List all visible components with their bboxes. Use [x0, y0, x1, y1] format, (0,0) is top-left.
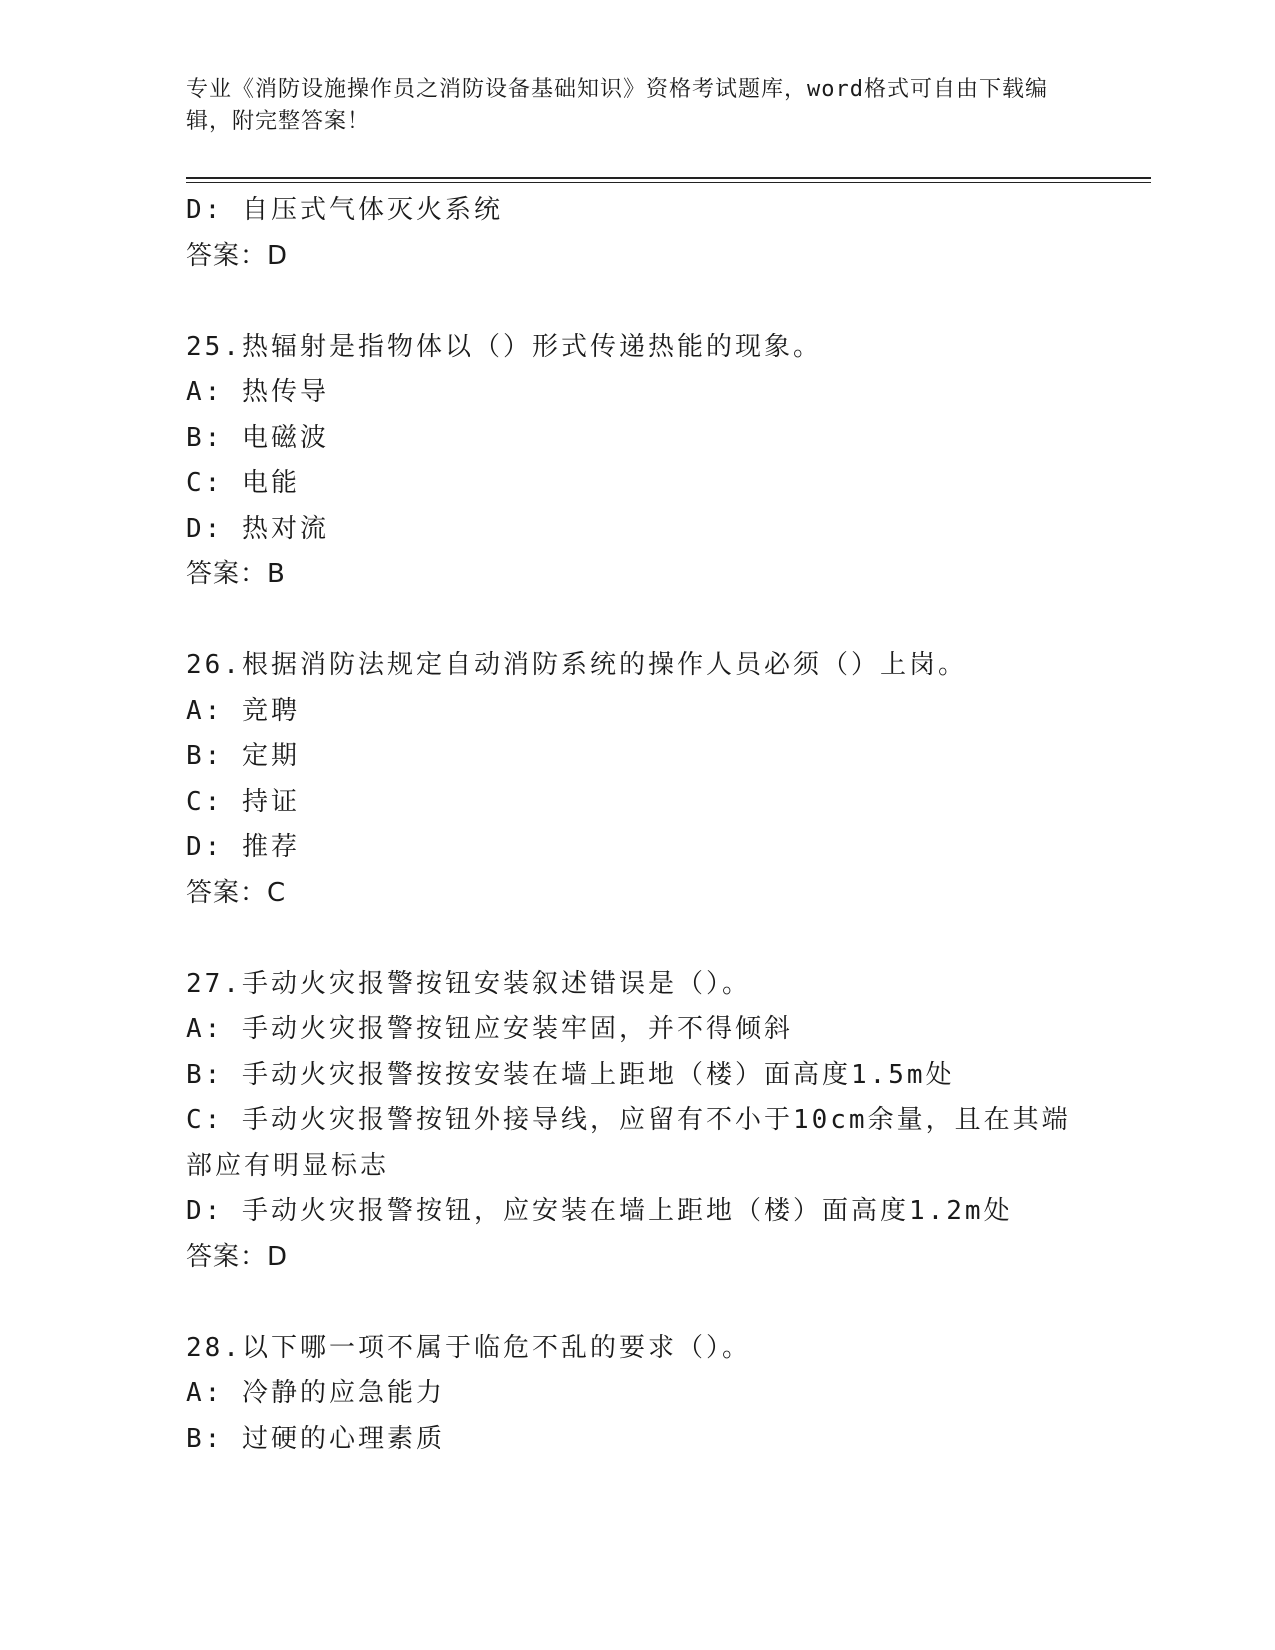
spacer	[186, 916, 1086, 962]
option-c: C: 持证	[186, 786, 300, 817]
option-b: B: 定期	[186, 741, 300, 771]
answer: 答案：D	[186, 1241, 289, 1272]
answer: 答案：B	[186, 559, 286, 589]
question-content	[186, 188, 1086, 1462]
spacer	[186, 279, 1086, 325]
option-a: A: 热传导	[186, 377, 329, 407]
option-d: D: 手动火灾报警按钮，应安装在墙上距地（楼）面高度1.2m处	[186, 1196, 1013, 1226]
option-b: B: 电磁波	[186, 422, 329, 453]
spacer	[186, 1280, 1086, 1326]
answer: 答案：C	[186, 877, 287, 908]
option-d: D: 推荐	[186, 832, 300, 862]
spacer	[186, 598, 1086, 644]
option-c: C: 手动火灾报警按钮外接导线，应留有不小于10cm余量，且在其端部应有明显标志	[186, 1105, 1071, 1181]
option-a: A: 手动火灾报警按钮应安装牢固，并不得倾斜	[186, 1014, 793, 1044]
question-stem: 25.热辐射是指物体以（）形式传递热能的现象。	[186, 331, 822, 362]
option-a: A: 冷静的应急能力	[186, 1378, 445, 1408]
option-a: A: 竞聘	[186, 695, 300, 726]
option-b: B: 过硬的心理素质	[186, 1423, 445, 1454]
option-b: B: 手动火灾报警按按安装在墙上距地（楼）面高度1.5m处	[186, 1059, 955, 1090]
header-divider-thin	[186, 182, 1151, 183]
question-stem: 28.以下哪一项不属于临危不乱的要求（）。	[186, 1332, 751, 1363]
header-divider-thick	[186, 177, 1151, 179]
option-c: C: 电能	[186, 468, 300, 498]
question-stem: 26.根据消防法规定自动消防系统的操作人员必须（）上岗。	[186, 650, 967, 680]
question-stem: 27.手动火灾报警按钮安装叙述错误是（）。	[186, 968, 751, 999]
option-d: D: 热对流	[186, 513, 329, 544]
option-d: D: 自压式气体灭火系统	[186, 195, 503, 225]
answer: 答案：D	[186, 240, 289, 271]
document-header: 专业《消防设施操作员之消防设备基础知识》资格考试题库，word格式可自由下载编辑，附完整答案！	[186, 77, 1048, 134]
